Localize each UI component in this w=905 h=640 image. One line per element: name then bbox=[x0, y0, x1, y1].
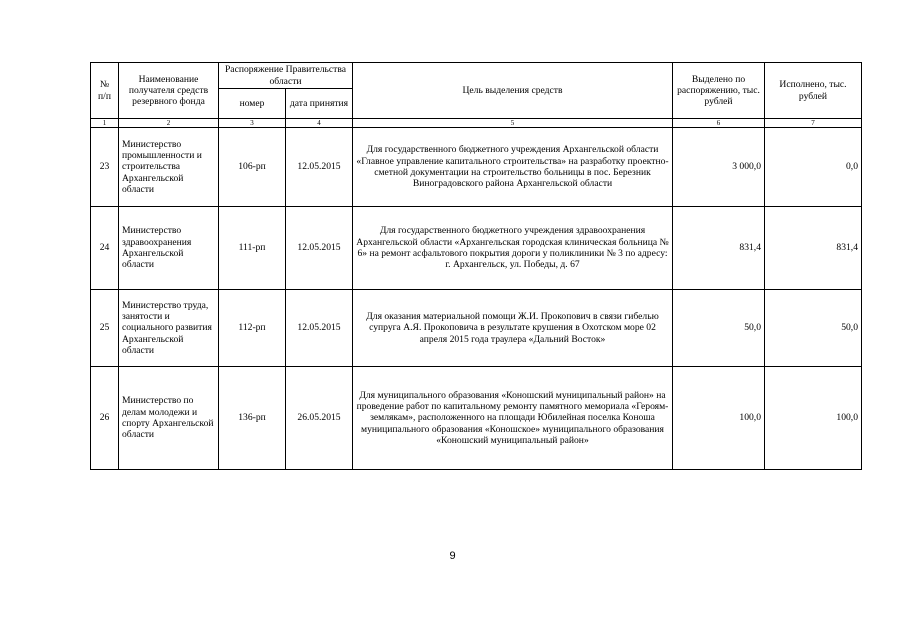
row-recipient: Министерство здравоохранения Архангельской области bbox=[119, 207, 219, 290]
row-order-number: 111-рп bbox=[219, 207, 286, 290]
row-executed: 831,4 bbox=[765, 207, 862, 290]
row-order-number: 112-рп bbox=[219, 290, 286, 367]
column-number: 3 bbox=[219, 119, 286, 128]
column-number: 2 bbox=[119, 119, 219, 128]
row-recipient: Министерство промышленности и строительства Архангельской области bbox=[119, 128, 219, 207]
table-row bbox=[91, 367, 862, 470]
row-order-date: 12.05.2015 bbox=[286, 128, 353, 207]
reserve-fund-table bbox=[90, 62, 862, 470]
row-recipient: Министерство труда, занятости и социального развития Архангельской области bbox=[119, 290, 219, 367]
row-number: 26 bbox=[91, 367, 119, 470]
row-number: 24 bbox=[91, 207, 119, 290]
header-order-date: дата принятия bbox=[286, 89, 353, 119]
row-number: 23 bbox=[91, 128, 119, 207]
row-purpose: Для государственного бюджетного учреждения здравоохранения Архангельской области «Архангельская городская клиническая больница № 6» на ремонт асфальтового покрытия дороги у поликлиники № 3 по адресу: г. Архангельск, ул. Победы, д. 67 bbox=[353, 207, 673, 290]
table-row bbox=[91, 207, 862, 290]
row-number: 25 bbox=[91, 290, 119, 367]
row-executed: 50,0 bbox=[765, 290, 862, 367]
row-executed: 100,0 bbox=[765, 367, 862, 470]
row-order-number: 106-рп bbox=[219, 128, 286, 207]
row-order-date: 12.05.2015 bbox=[286, 207, 353, 290]
column-number: 7 bbox=[765, 119, 862, 128]
row-recipient: Министерство по делам молодежи и спорту Архангельской области bbox=[119, 367, 219, 470]
header-executed: Исполнено, тыс. рублей bbox=[765, 63, 862, 119]
header-recipient: Наименование получателя средств резервного фонда bbox=[119, 63, 219, 119]
header-order-number: номер bbox=[219, 89, 286, 119]
column-number: 1 bbox=[91, 119, 119, 128]
row-order-date: 26.05.2015 bbox=[286, 367, 353, 470]
row-executed: 0,0 bbox=[765, 128, 862, 207]
header-row bbox=[91, 63, 862, 89]
column-number: 5 bbox=[353, 119, 673, 128]
row-allocated: 50,0 bbox=[673, 290, 765, 367]
row-allocated: 831,4 bbox=[673, 207, 765, 290]
row-order-number: 136-рп bbox=[219, 367, 286, 470]
table-row bbox=[91, 290, 862, 367]
row-allocated: 3 000,0 bbox=[673, 128, 765, 207]
header-order: Распоряжение Правительства области bbox=[219, 63, 353, 89]
header-allocated: Выделено по распоряжению, тыс. рублей bbox=[673, 63, 765, 119]
row-purpose: Для оказания материальной помощи Ж.И. Прокопович в связи гибелью супруга А.Я. Прокоповича в результате крушения в Охотском море 02 апреля 2015 года траулера «Дальний Восток» bbox=[353, 290, 673, 367]
header-purpose: Цель выделения средств bbox=[353, 63, 673, 119]
column-number-row bbox=[91, 119, 862, 128]
column-number: 4 bbox=[286, 119, 353, 128]
header-no: № п/п bbox=[91, 63, 119, 119]
row-purpose: Для государственного бюджетного учреждения Архангельской области «Главное управление капитального строительства» на разработку проектно-сметной документации на строительство больницы в пос. Березник Виноградовского района Архангельской области bbox=[353, 128, 673, 207]
column-number: 6 bbox=[673, 119, 765, 128]
table-row bbox=[91, 128, 862, 207]
page-number: 9 bbox=[449, 550, 456, 562]
row-allocated: 100,0 bbox=[673, 367, 765, 470]
row-order-date: 12.05.2015 bbox=[286, 290, 353, 367]
row-purpose: Для муниципального образования «Коношский муниципальный район» на проведение работ по капитальному ремонту памятного мемориала «Героям-землякам», расположенного на площади Юбилейная поселка Коноша муниципального образования «Коношское» муниципального образования «Коношский муниципальный район» bbox=[353, 367, 673, 470]
